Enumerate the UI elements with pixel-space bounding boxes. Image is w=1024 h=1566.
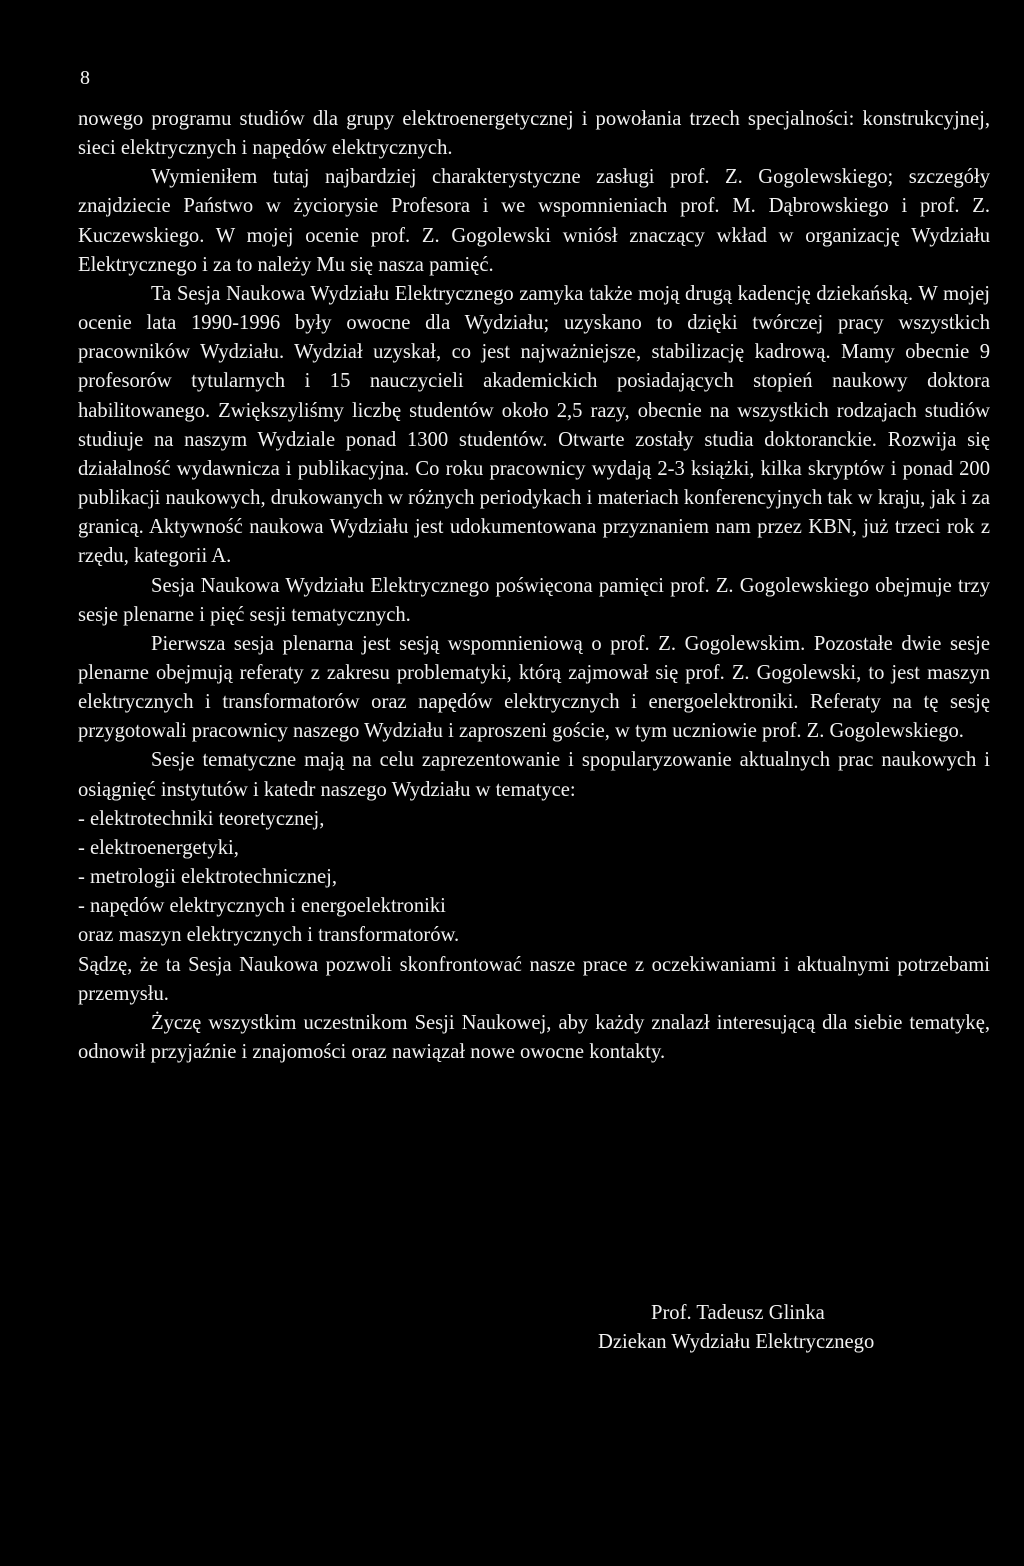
signature-block [598, 1299, 978, 1357]
body-text [78, 105, 990, 1067]
signature-title: Dziekan Wydziału Elektrycznego [598, 1331, 875, 1353]
list-item: - napędów elektrycznych i energoelektroniki [78, 895, 446, 918]
paragraph-9: Życzę wszystkim uczestnikom Sesji Naukowej, aby każdy znalazł interesującą dla siebie tematykę, odnowił przyjaźnie i znajomości oraz nawiązał nowe owocne kontakty. [78, 1011, 990, 1063]
paragraph-3: Ta Sesja Naukowa Wydziału Elektrycznego zamyka także moją drugą kadencję dziekańską. W mojej ocenie lata 1990-1996 były owocne dla Wydziału; uzyskano to dzięki twórczej pracy wszystkich pracowników Wydziału. Wydział uzyskał, co jest najważniejsze, stabilizację kadrową. Mamy obecnie 9 profesorów tytularnych i 15 nauczycieli akademickich posiadających stopień naukowy doktora habilitowanego. Zwiększyliśmy liczbę studentów około 2,5 razy, obecnie na wszystkich rodzajach studiów studiuje na naszym Wydziale ponad 1300 studentów. Otwarte zostały studia doktoranckie. Rozwija się działalność wydawnicza i publikacyjna. Co roku pracownicy wydają 2-3 książki, kilka skryptów i ponad 200 publikacji naukowych, drukowanych w różnych periodykach i materiach konferencyjnych tak w kraju, jak i za granicą. Aktywność naukowa Wydziału jest udokumentowana przyznaniem nam przez KBN, już trzeci rok z rzędu, kategorii A. [78, 282, 990, 568]
paragraph-8: Sądzę, że ta Sesja Naukowa pozwoli skonfrontować nasze prace z oczekiwaniami i aktualnymi potrzebami przemysłu. [78, 953, 990, 1005]
list-item: - elektrotechniki teoretycznej, [78, 807, 325, 830]
page-number: 8 [80, 67, 90, 89]
paragraph-1: nowego programu studiów dla grupy elektroenergetycznej i powołania trzech specjalności: konstrukcyjnej, sieci elektrycznych i napędów elektrycznych. [78, 108, 990, 160]
signature-name: Prof. Tadeusz Glinka [651, 1302, 825, 1324]
paragraph-4: Sesja Naukowa Wydziału Elektrycznego poświęcona pamięci prof. Z. Gogolewskiego obejmuje trzy sesje plenarne i pięć sesji tematycznych. [78, 574, 990, 626]
list-item: - elektroenergetyki, [78, 836, 239, 859]
paragraph-7: oraz maszyn elektrycznych i transformatorów. [78, 924, 460, 947]
paragraph-5: Pierwsza sesja plenarna jest sesją wspomnieniową o prof. Z. Gogolewskim. Pozostałe dwie sesje plenarne obejmują referaty z zakresu problematyki, którą zajmował się prof. Z. Gogolewski, to jest maszyn elektrycznych i transformatorów oraz napędów elektrycznych i energoelektroniki. Referaty na tę sesję przygotowali pracownicy naszego Wydziału i zaproszeni goście, w tym uczniowie prof. Z. Gogolewskiego. [78, 632, 990, 743]
paragraph-6: Sesje tematyczne mają na celu zaprezentowanie i spopularyzowanie aktualnych prac naukowych i osiągnięć instytutów i katedr naszego Wydziału w tematyce: [78, 749, 990, 801]
topics-list [78, 805, 990, 922]
paragraph-2: Wymieniłem tutaj najbardziej charakterystyczne zasługi prof. Z. Gogolewskiego; szczegóły znajdziecie Państwo w życiorysie Profesora i we wspomnieniach prof. M. Dąbrowskiego i prof. Z. Kuczewskiego. W mojej ocenie prof. Z. Gogolewski wniósł znaczący wkład w organizację Wydziału Elektrycznego i za to należy Mu się nasza pamięć. [78, 166, 990, 276]
list-item: - metrologii elektrotechnicznej, [78, 866, 338, 889]
